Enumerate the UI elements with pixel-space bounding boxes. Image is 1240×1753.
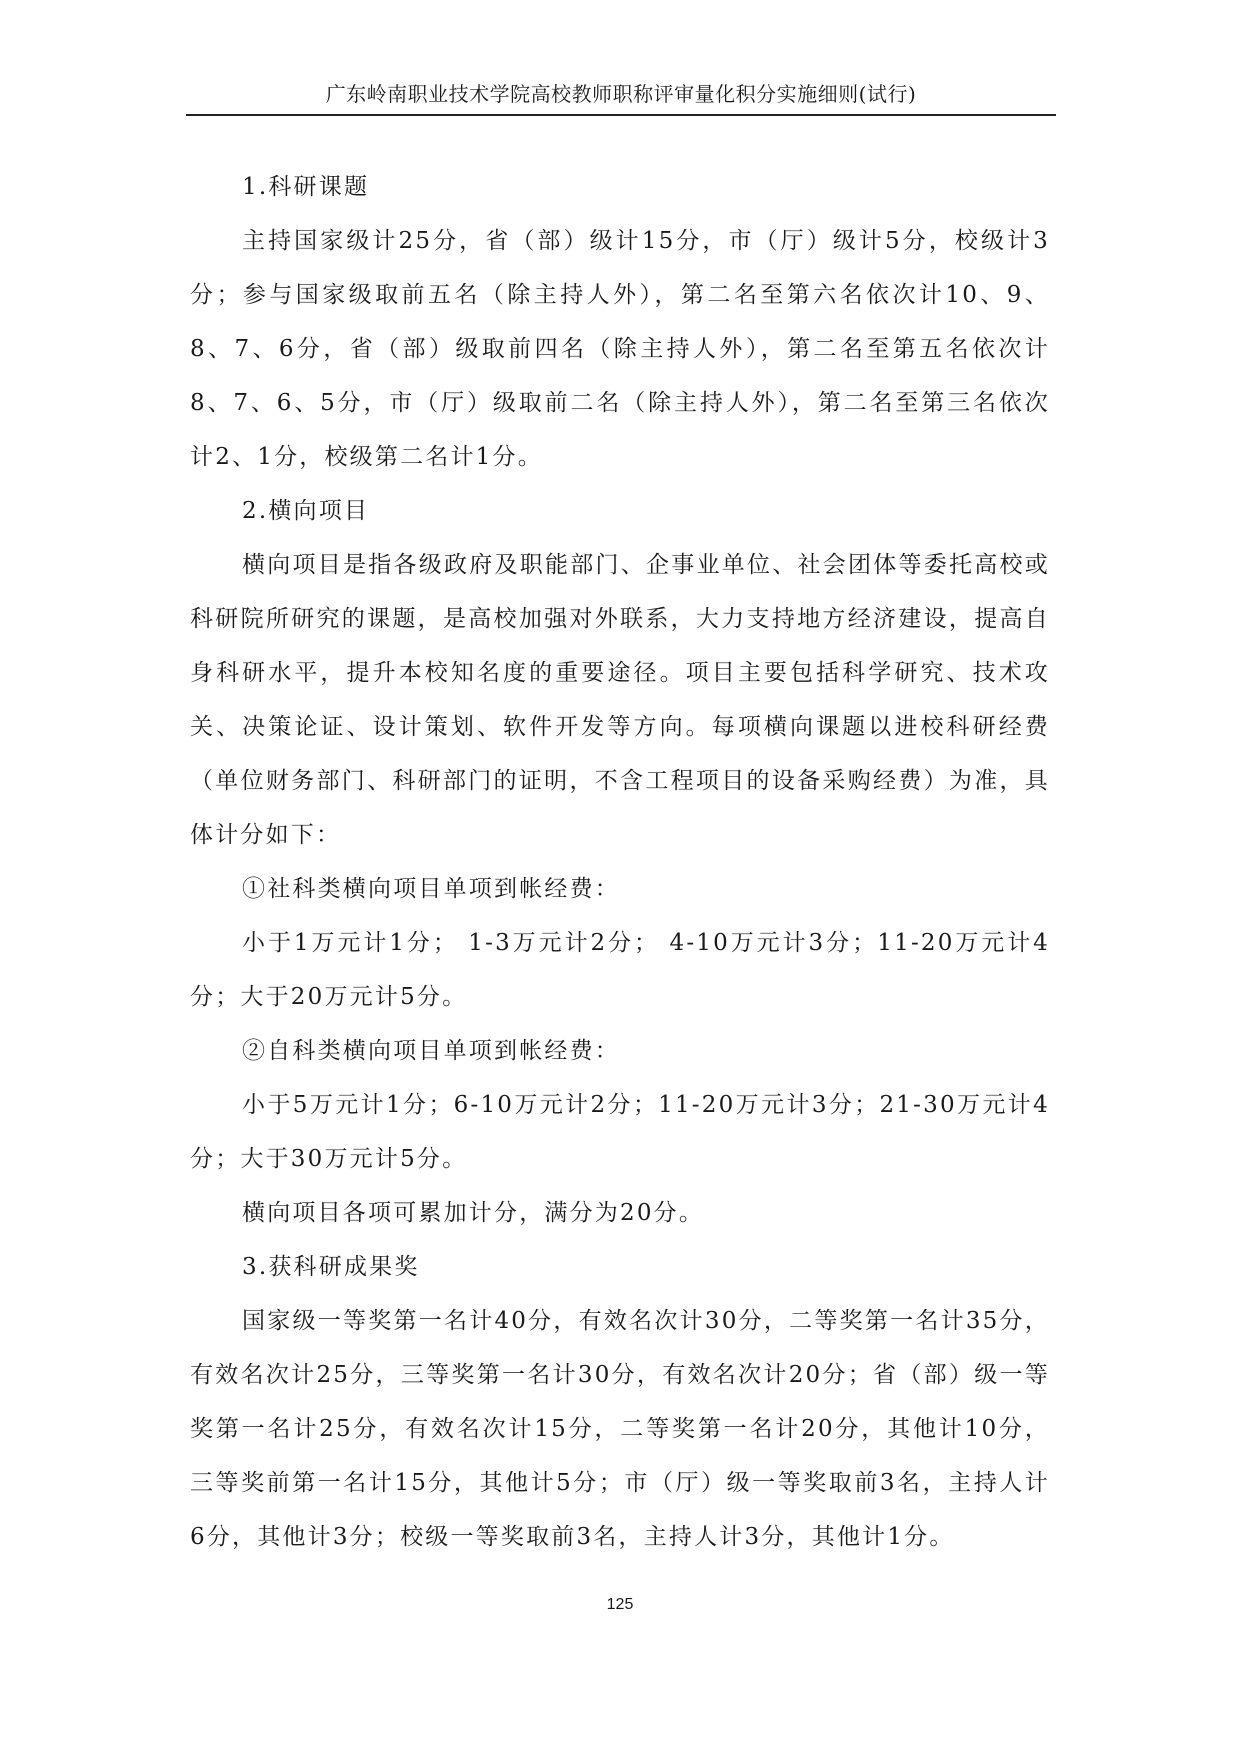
paragraph-research-projects-scoring: 主持国家级计25分，省（部）级计15分，市（厅）级计5分，校级计3分；参与国家级取前五名（除主持人外），第二名至第六名依次计10、9、8、7、6分，省（部）级取前四名（除主持人外），第二名至第五名依次计8、7、6、5分，市（厅）级取前二名（除主持人外），第二名至第三名依次计2、1分，校级第二名计1分。	[190, 228, 1050, 470]
section-heading-research-awards: 3.获科研成果奖	[242, 1254, 420, 1280]
subheading-natural-science-funding: ②自科类横向项目单项到帐经费：	[242, 1038, 620, 1064]
document-body	[190, 160, 1050, 1564]
section-heading-horizontal-projects: 2.横向项目	[242, 498, 370, 524]
paragraph-research-awards-scoring: 国家级一等奖第一名计40分，有效名次计30分，二等奖第一名计35分，有效名次计25分，三等奖第一名计30分，有效名次计20分；省（部）级一等奖第一名计25分，有效名次计15分，二等奖第一名计20分，其他计10分，三等奖前第一名计15分，其他计5分；市（厅）级一等奖取前3名，主持人计6分，其他计3分；校级一等奖取前3名，主持人计3分，其他计1分。	[190, 1308, 1050, 1550]
section-heading-research-projects: 1.科研课题	[242, 174, 370, 200]
page-header	[186, 80, 1056, 116]
paragraph-horizontal-max-score: 横向项目各项可累加计分，满分为20分。	[242, 1200, 705, 1226]
paragraph-horizontal-projects-definition: 横向项目是指各级政府及职能部门、企事业单位、社会团体等委托高校或科研院所研究的课题，是高校加强对外联系，大力支持地方经济建设，提高自身科研水平，提升本校知名度的重要途径。项目主要包括科学研究、技术攻关、决策论证、设计策划、软件开发等方向。每项横向课题以进校科研经费（单位财务部门、科研部门的证明，不含工程项目的设备采购经费）为准，具体计分如下：	[190, 552, 1050, 848]
paragraph-social-science-scoring: 小于1万元计1分； 1-3万元计2分； 4-10万元计3分；11-20万元计4分；大于20万元计5分。	[190, 930, 1050, 1010]
subheading-social-science-funding: ①社科类横向项目单项到帐经费：	[242, 876, 620, 902]
document-title: 广东岭南职业技术学院高校教师职称评审量化积分实施细则(试行)	[325, 82, 917, 106]
page-number: 125	[606, 1596, 634, 1613]
paragraph-natural-science-scoring: 小于5万元计1分；6-10万元计2分；11-20万元计3分；21-30万元计4分；大于30万元计5分。	[190, 1092, 1050, 1172]
